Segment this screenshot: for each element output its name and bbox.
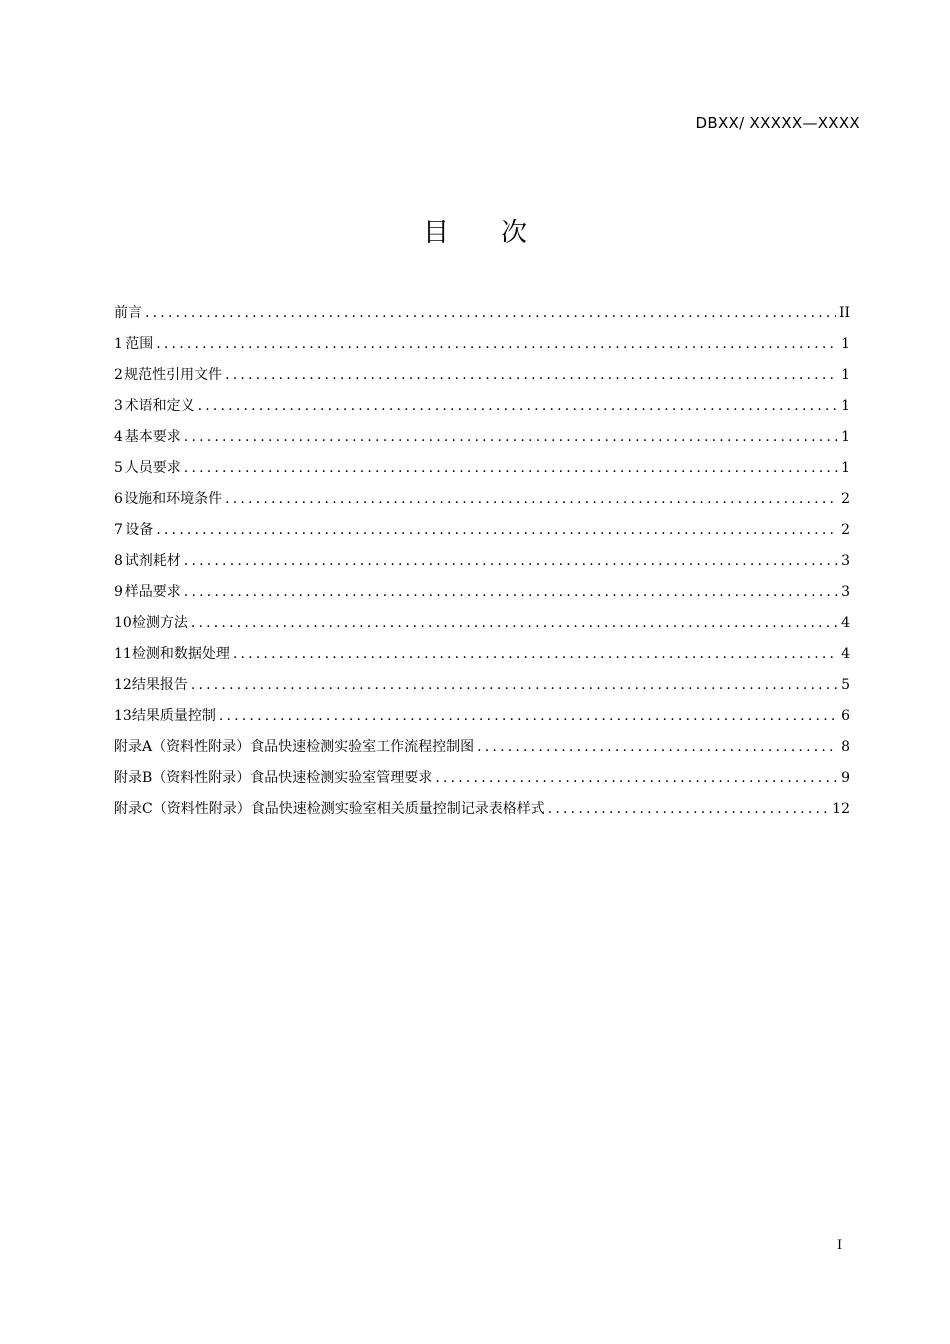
toc-entry-page: 4	[841, 615, 850, 631]
toc-entry-8[interactable]	[114, 548, 850, 579]
toc-leader-dots	[156, 517, 838, 543]
toc-entry-10[interactable]	[114, 610, 850, 641]
toc-entry-number: 9	[114, 584, 123, 600]
toc-entry-page: 12	[832, 801, 850, 817]
toc-leader-dots	[548, 796, 829, 822]
page-number: I	[837, 1238, 843, 1253]
toc-leader-dots	[219, 703, 838, 729]
toc-list	[114, 300, 850, 827]
toc-entry-page: 3	[841, 584, 850, 600]
toc-entry-number: 3	[114, 398, 123, 414]
toc-leader-dots	[184, 455, 838, 481]
toc-entry-3[interactable]	[114, 393, 850, 424]
toc-entry-label: 结果质量控制	[131, 708, 216, 724]
toc-leader-dots	[233, 641, 838, 667]
toc-entry-preface[interactable]	[114, 300, 850, 331]
toc-leader-dots	[225, 486, 838, 512]
toc-entry-page: 1	[841, 460, 850, 476]
toc-entry-number: 10	[114, 615, 132, 631]
toc-entry-5[interactable]	[114, 455, 850, 486]
toc-leader-dots	[156, 331, 838, 357]
toc-title	[0, 212, 950, 249]
toc-appendix-prefix: 附录A（资料性附录）	[114, 739, 251, 755]
toc-leader-dots	[198, 393, 839, 419]
toc-entry-11[interactable]	[114, 641, 850, 672]
toc-entry-label: 食品快速检测实验室管理要求	[250, 770, 433, 786]
toc-entry-9[interactable]	[114, 579, 850, 610]
toc-entry-number: 8	[114, 553, 123, 569]
toc-entry-label: 范围	[125, 336, 154, 352]
toc-entry-page: 2	[841, 491, 850, 507]
toc-entry-2[interactable]	[114, 362, 850, 393]
toc-entry-number: 5	[114, 460, 123, 476]
toc-entry-page: 9	[841, 770, 850, 786]
toc-entry-4[interactable]	[114, 424, 850, 455]
toc-entry-appendix-b[interactable]	[114, 765, 850, 796]
toc-entry-13[interactable]	[114, 703, 850, 734]
toc-entry-number: 1	[114, 336, 123, 352]
toc-entry-number: 7	[114, 522, 123, 538]
toc-entry-number: 11	[114, 646, 132, 662]
toc-entry-label: 设备	[125, 522, 154, 538]
toc-leader-dots	[145, 300, 836, 326]
toc-entry-page: 1	[841, 429, 850, 445]
toc-entry-number: 4	[114, 429, 123, 445]
toc-entry-7[interactable]	[114, 517, 850, 548]
toc-leader-dots	[191, 610, 838, 636]
toc-entry-appendix-c[interactable]	[114, 796, 850, 827]
toc-entry-page: 1	[841, 398, 850, 414]
toc-leader-dots	[225, 362, 838, 388]
toc-leader-dots	[184, 548, 838, 574]
toc-leader-dots	[435, 765, 838, 791]
toc-entry-label: 术语和定义	[124, 398, 195, 414]
toc-entry-page: II	[838, 305, 850, 321]
toc-entry-label: 食品快速检测实验室工作流程控制图	[250, 739, 475, 755]
toc-appendix-prefix: 附录B（资料性附录）	[114, 770, 251, 786]
toc-leader-dots	[184, 424, 838, 450]
toc-entry-page: 6	[841, 708, 850, 724]
toc-leader-dots	[184, 579, 838, 605]
toc-entry-label: 结果报告	[131, 677, 188, 693]
toc-entry-number: 6	[114, 491, 123, 507]
toc-entry-number: 13	[114, 708, 132, 724]
toc-leader-dots	[477, 734, 838, 760]
toc-entry-number: 12	[114, 677, 132, 693]
toc-entry-page: 1	[841, 336, 850, 352]
toc-entry-label: 基本要求	[124, 429, 181, 445]
toc-entry-6[interactable]	[114, 486, 850, 517]
toc-entry-label: 样品要求	[124, 584, 181, 600]
toc-title-char: 目	[422, 218, 449, 248]
toc-entry-page: 8	[841, 739, 850, 755]
toc-entry-page: 5	[841, 677, 850, 693]
toc-entry-page: 4	[841, 646, 850, 662]
toc-entry-page: 3	[841, 553, 850, 569]
toc-entry-page: 2	[841, 522, 850, 538]
toc-entry-page: 1	[841, 367, 850, 383]
toc-entry-label: 试剂耗材	[124, 553, 181, 569]
toc-leader-dots	[191, 672, 838, 698]
toc-entry-label: 食品快速检测实验室相关质量控制记录表格样式	[250, 801, 545, 817]
toc-entry-label: 规范性引用文件	[124, 367, 223, 383]
toc-entry-label: 检测和数据处理	[131, 646, 230, 662]
toc-entry-label: 检测方法	[131, 615, 188, 631]
toc-entry-label: 人员要求	[124, 460, 181, 476]
standard-code: DBXX/ XXXXX—XXXX	[695, 114, 860, 132]
toc-entry-number: 2	[114, 367, 123, 383]
toc-entry-1[interactable]	[114, 331, 850, 362]
toc-entry-appendix-a[interactable]	[114, 734, 850, 765]
toc-entry-label: 设施和环境条件	[124, 491, 223, 507]
toc-title-char: 次	[501, 218, 528, 248]
toc-appendix-prefix: 附录C（资料性附录）	[114, 801, 251, 817]
toc-entry-12[interactable]	[114, 672, 850, 703]
toc-entry-label: 前言	[114, 305, 142, 321]
